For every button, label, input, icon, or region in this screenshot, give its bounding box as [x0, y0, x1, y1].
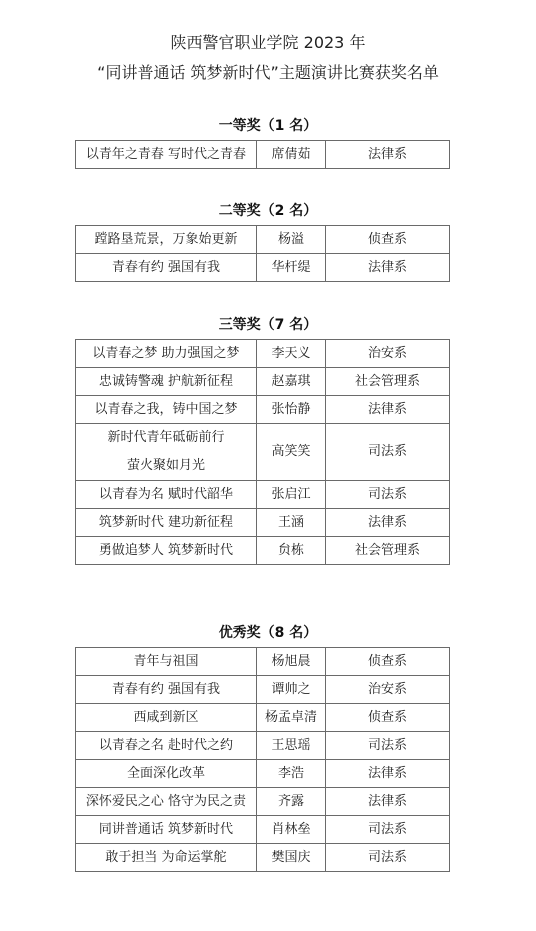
- table-row: [76, 396, 450, 424]
- table-row: [76, 788, 450, 816]
- section-heading-third-prize: 三等奖（7 名）: [218, 317, 318, 333]
- topic-cell: 全面深化改革: [76, 760, 257, 788]
- table-row: [76, 844, 450, 872]
- table-row: [76, 732, 450, 760]
- topic-cell: 青春有约 强国有我: [76, 254, 257, 282]
- third-prize-table: [75, 339, 450, 565]
- topic-cell: 以青春之梦 助力强国之梦: [76, 340, 257, 368]
- table-row: [76, 424, 450, 481]
- topic-cell: 以青年之青春 写时代之青春: [76, 141, 257, 169]
- name-cell: 张怡静: [257, 396, 326, 424]
- name-cell: 张启江: [257, 481, 326, 509]
- dept-cell: 司法系: [326, 424, 450, 481]
- topic-cell: 青春有约 强国有我: [76, 676, 257, 704]
- section-heading-second-prize: 二等奖（2 名）: [218, 203, 318, 219]
- table-row: [76, 760, 450, 788]
- name-cell: 肖林垒: [257, 816, 326, 844]
- name-cell: 高笑笑: [257, 424, 326, 481]
- topic-cell: 青年与祖国: [76, 648, 257, 676]
- name-cell: 李天义: [257, 340, 326, 368]
- table-row: [76, 537, 450, 565]
- topic-cell: 勇做追梦人 筑梦新时代: [76, 537, 257, 565]
- name-cell: 席倩茹: [257, 141, 326, 169]
- page-title-line1: 陕西警官职业学院 2023 年: [170, 33, 366, 52]
- name-cell: 杨旭晨: [257, 648, 326, 676]
- dept-cell: 司法系: [326, 844, 450, 872]
- name-cell: 李浩: [257, 760, 326, 788]
- name-cell: 王涵: [257, 509, 326, 537]
- dept-cell: 社会管理系: [326, 537, 450, 565]
- dept-cell: 法律系: [326, 254, 450, 282]
- dept-cell: 侦查系: [326, 648, 450, 676]
- dept-cell: 司法系: [326, 481, 450, 509]
- name-cell: 杨溢: [257, 226, 326, 254]
- topic-line-1: 新时代青年砥砺前行: [107, 430, 225, 445]
- dept-cell: 法律系: [326, 509, 450, 537]
- page-title-line2: “同讲普通话 筑梦新时代”主题演讲比赛获奖名单: [97, 63, 439, 82]
- topic-cell: 蹚路垦荒景，万象始更新: [76, 226, 257, 254]
- table-row: [76, 704, 450, 732]
- topic-cell: 忠诚铸警魂 护航新征程: [76, 368, 257, 396]
- dept-cell: 司法系: [326, 732, 450, 760]
- section-heading-excellence-prize: 优秀奖（8 名）: [218, 625, 318, 641]
- dept-cell: 治安系: [326, 340, 450, 368]
- topic-cell: 同讲普通话 筑梦新时代: [76, 816, 257, 844]
- dept-cell: 侦查系: [326, 226, 450, 254]
- table-row: [76, 481, 450, 509]
- name-cell: 王思瑶: [257, 732, 326, 760]
- table-row: [76, 648, 450, 676]
- topic-cell: 以青春为名 赋时代韶华: [76, 481, 257, 509]
- table-row: [76, 340, 450, 368]
- table-row: [76, 254, 450, 282]
- name-cell: 华杆缇: [257, 254, 326, 282]
- name-cell: 贠栋: [257, 537, 326, 565]
- dept-cell: 治安系: [326, 676, 450, 704]
- dept-cell: 法律系: [326, 396, 450, 424]
- table-row: [76, 676, 450, 704]
- name-cell: 樊国庆: [257, 844, 326, 872]
- table-row: [76, 226, 450, 254]
- table-row: [76, 816, 450, 844]
- name-cell: 杨孟卓清: [257, 704, 326, 732]
- dept-cell: 司法系: [326, 816, 450, 844]
- dept-cell: 侦查系: [326, 704, 450, 732]
- topic-cell: 以青春之我，铸中国之梦: [76, 396, 257, 424]
- topic-cell: 以青春之名 赴时代之约: [76, 732, 257, 760]
- name-cell: 赵嘉琪: [257, 368, 326, 396]
- table-row: [76, 509, 450, 537]
- excellence-prize-table: [75, 647, 450, 872]
- topic-cell: 敢于担当 为命运掌舵: [76, 844, 257, 872]
- name-cell: 齐露: [257, 788, 326, 816]
- topic-cell: [76, 424, 257, 481]
- topic-cell: 筑梦新时代 建功新征程: [76, 509, 257, 537]
- name-cell: 谭帅之: [257, 676, 326, 704]
- first-prize-table: [75, 140, 450, 169]
- dept-cell: 法律系: [326, 141, 450, 169]
- dept-cell: 法律系: [326, 788, 450, 816]
- topic-cell: 西咸到新区: [76, 704, 257, 732]
- second-prize-table: [75, 225, 450, 282]
- dept-cell: 社会管理系: [326, 368, 450, 396]
- topic-cell: 深怀爱民之心 恪守为民之责: [76, 788, 257, 816]
- topic-line-2: 萤火聚如月光: [126, 458, 205, 473]
- section-heading-first-prize: 一等奖（1 名）: [218, 118, 318, 134]
- table-row: [76, 368, 450, 396]
- table-row: [76, 141, 450, 169]
- dept-cell: 法律系: [326, 760, 450, 788]
